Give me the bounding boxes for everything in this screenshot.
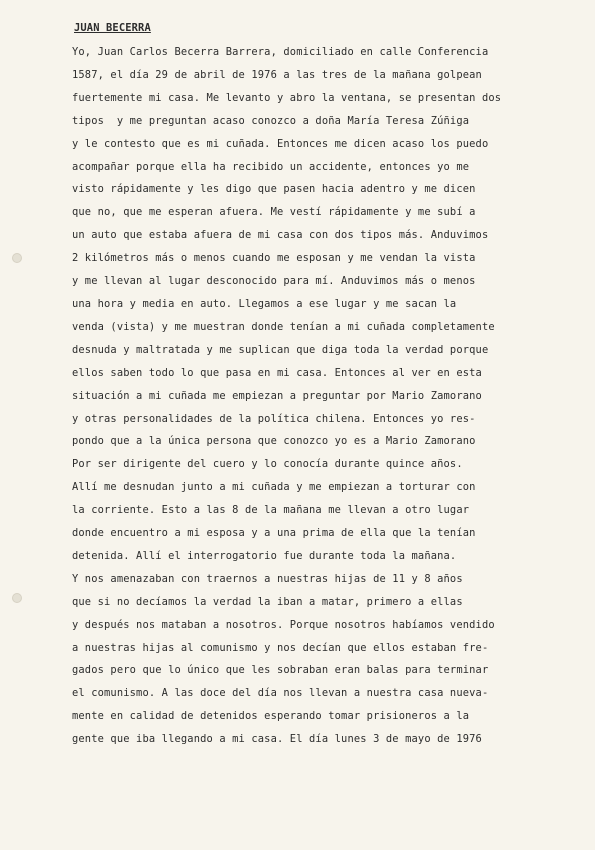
document-line: y después nos mataban a nosotros. Porque nosotros habíamos vendido [72, 618, 495, 631]
document-body [72, 20, 572, 751]
document-line: desnuda y maltratada y me suplican que diga toda la verdad porque [72, 343, 489, 356]
document-line: un auto que estaba afuera de mi casa con dos tipos más. Anduvimos [72, 229, 489, 242]
document-line: Por ser dirigente del cuero y lo conocía durante quince años. [72, 458, 463, 471]
document-line: mente en calidad de detenidos esperando tomar prisioneros a la [72, 710, 470, 723]
document-line: fuertemente mi casa. Me levanto y abro la ventana, se presentan dos [72, 91, 502, 104]
document-line: el comunismo. A las doce del día nos llevan a nuestra casa nueva- [72, 687, 489, 700]
document-line: Allí me desnudan junto a mi cuñada y me empiezan a torturar con [72, 481, 476, 494]
document-line: que no, que me esperan afuera. Me vestí rápidamente y me subí a [72, 206, 476, 219]
document-line: detenida. Allí el interrogatorio fue durante toda la mañana. [72, 549, 457, 562]
document-line: pondo que a la única persona que conozco yo es a Mario Zamorano [72, 435, 476, 448]
document-line: situación a mi cuñada me empiezan a preguntar por Mario Zamorano [72, 389, 482, 402]
document-line: acompañar porque ella ha recibido un accidente, entonces yo me [72, 160, 470, 173]
document-line: y otras personalidades de la política chilena. Entonces yo res- [72, 412, 476, 425]
punch-hole-bottom [12, 593, 22, 603]
document-line: donde encuentro a mi esposa y a una prima de ella que la tenían [72, 527, 476, 540]
document-line: 2 kilómetros más o menos cuando me esposan y me vendan la vista [72, 252, 476, 265]
document-line: y le contesto que es mi cuñada. Entonces me dicen acaso los puedo [72, 137, 489, 150]
document-line: tipos y me preguntan acaso conozco a doña María Teresa Zúñiga [72, 114, 470, 127]
document-line: visto rápidamente y les digo que pasen hacia adentro y me dicen [72, 183, 476, 196]
document-line: la corriente. Esto a las 8 de la mañana me llevan a otro lugar [72, 504, 470, 517]
document-line: venda (vista) y me muestran donde tenían a mi cuñada completamente [72, 320, 495, 333]
document-line: y me llevan al lugar desconocido para mí. Anduvimos más o menos [72, 275, 476, 288]
document-title: JUAN BECERRA [74, 22, 151, 34]
document-line: Y nos amenazaban con traernos a nuestras hijas de 11 y 8 años [72, 572, 463, 585]
document-lines [72, 41, 572, 751]
document-line: ellos saben todo lo que pasa en mi casa. Entonces al ver en esta [72, 366, 482, 379]
document-line: Yo, Juan Carlos Becerra Barrera, domiciliado en calle Conferencia [72, 46, 489, 58]
document-line: gados pero que lo único que les sobraban eran balas para terminar [72, 664, 489, 677]
document-line: 1587, el día 29 de abril de 1976 a las tres de la mañana golpean [72, 68, 482, 81]
document-line: gente que iba llegando a mi casa. El día lunes 3 de mayo de 1976 [72, 733, 482, 746]
document-line: a nuestras hijas al comunismo y nos decían que ellos estaban fre- [72, 641, 489, 654]
document-line: que si no decíamos la verdad la iban a matar, primero a ellas [72, 595, 463, 608]
punch-hole-top [12, 253, 22, 263]
document-line: una hora y media en auto. Llegamos a ese lugar y me sacan la [72, 297, 457, 310]
